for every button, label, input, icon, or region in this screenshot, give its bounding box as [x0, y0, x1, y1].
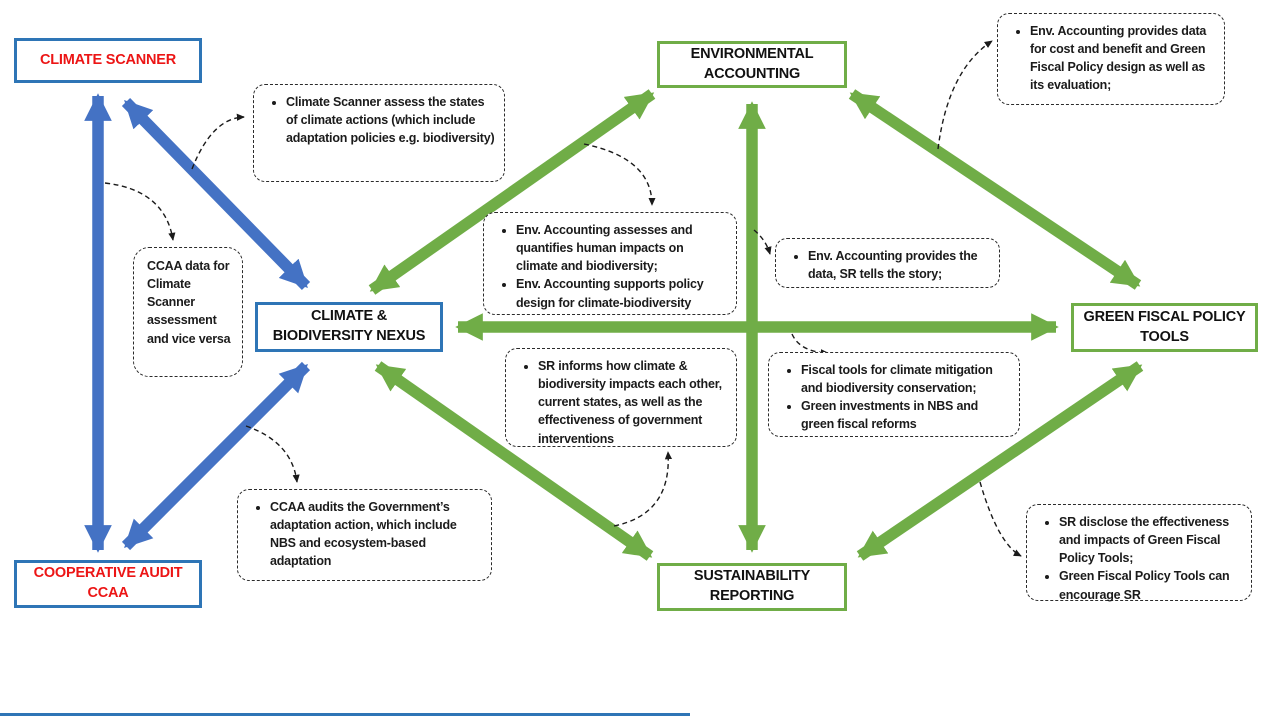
node-label-line1: CLIMATE &	[310, 308, 388, 325]
note-sr-nexus	[505, 348, 737, 447]
connector-envacct-nexus-note	[584, 144, 652, 205]
node-sustainability-reporting	[657, 563, 847, 611]
note-sr-gfp	[1026, 504, 1252, 601]
bullet-item: • Env. Accounting provides the data, SR tells the story;	[808, 247, 991, 283]
node-label-line1: COOPERATIVE AUDIT	[33, 565, 183, 582]
note-ccaa-data	[133, 247, 243, 377]
bullet-item: • Env. Accounting provides data for cost and benefit and Green Fiscal Policy design as well as its evaluation;	[1030, 22, 1216, 95]
bullet-item: • CCAA audits the Government’s adaptation action, which include NBS and ecosystem-based adaptation	[270, 498, 483, 571]
note-bullets	[244, 498, 483, 571]
bullet-item: • Fiscal tools for climate mitigation and biodiversity conservation;	[801, 361, 1011, 397]
note-bullets	[512, 357, 728, 448]
connector-sr-gfp-note	[980, 482, 1021, 556]
node-climate-biodiversity-nexus	[255, 302, 443, 352]
node-label-line1: ENVIRONMENTAL	[690, 45, 814, 62]
note-climate-scanner	[253, 84, 505, 182]
connector-ccaa-data-note	[105, 183, 173, 240]
node-environmental-accounting	[657, 41, 847, 88]
node-label-line1: SUSTAINABILITY	[693, 568, 811, 585]
note-envacct-nexus	[483, 212, 737, 315]
note-text: CCAA data for Climate Scanner assessment and vice versa	[147, 259, 231, 346]
node-label-line2: CCAA	[87, 585, 129, 601]
bottom-accent-line	[0, 713, 690, 716]
note-bullets	[775, 361, 1011, 434]
connector-ccaa-audit-note	[246, 426, 297, 482]
node-climate-scanner	[14, 38, 202, 83]
node-label-line1: GREEN FISCAL POLICY	[1083, 308, 1246, 325]
node-green-fiscal-policy-tools	[1071, 303, 1258, 352]
note-bullets	[782, 247, 991, 283]
connector-sr-nexus-note	[614, 452, 668, 526]
note-envacct-gfp	[997, 13, 1225, 105]
note-bullets	[1004, 22, 1216, 95]
note-bullets	[490, 221, 728, 312]
note-bullets	[1033, 513, 1243, 604]
node-label-line2: BIODIVERSITY NEXUS	[272, 328, 426, 344]
node-label-line2: ACCOUNTING	[703, 65, 801, 82]
bullet-item: • Green investments in NBS and green fiscal reforms	[801, 397, 1011, 433]
node-label-line2: REPORTING	[709, 588, 795, 604]
bullet-item: • SR disclose the effectiveness and impacts of Green Fiscal Policy Tools;	[1059, 513, 1243, 567]
bullet-item: • Env. Accounting supports policy design for climate-biodiversity	[516, 275, 728, 311]
note-fiscal-tools	[768, 352, 1020, 437]
note-envacct-sr	[775, 238, 1000, 288]
note-bullets	[260, 93, 496, 147]
node-label-line2: TOOLS	[1140, 328, 1189, 345]
bullet-item: • Green Fiscal Policy Tools can encourage SR	[1059, 567, 1243, 603]
bullet-item: • Climate Scanner assess the states of climate actions (which include adaptation policies e.g. biodiversity)	[286, 93, 496, 147]
bullet-item: • Env. Accounting assesses and quantifies human impacts on climate and biodiversity;	[516, 221, 728, 275]
connector-envacct-gfp-note	[938, 41, 992, 149]
bullet-item: • SR informs how climate & biodiversity impacts each other, current states, as well as the effectiveness of government interventions	[538, 357, 728, 448]
connector-fiscal-tools-note	[792, 334, 828, 353]
connector-scanner-note	[192, 117, 244, 169]
node-label: CLIMATE SCANNER	[39, 51, 177, 68]
note-ccaa-audit	[237, 489, 492, 581]
node-cooperative-audit-ccaa	[14, 560, 202, 608]
